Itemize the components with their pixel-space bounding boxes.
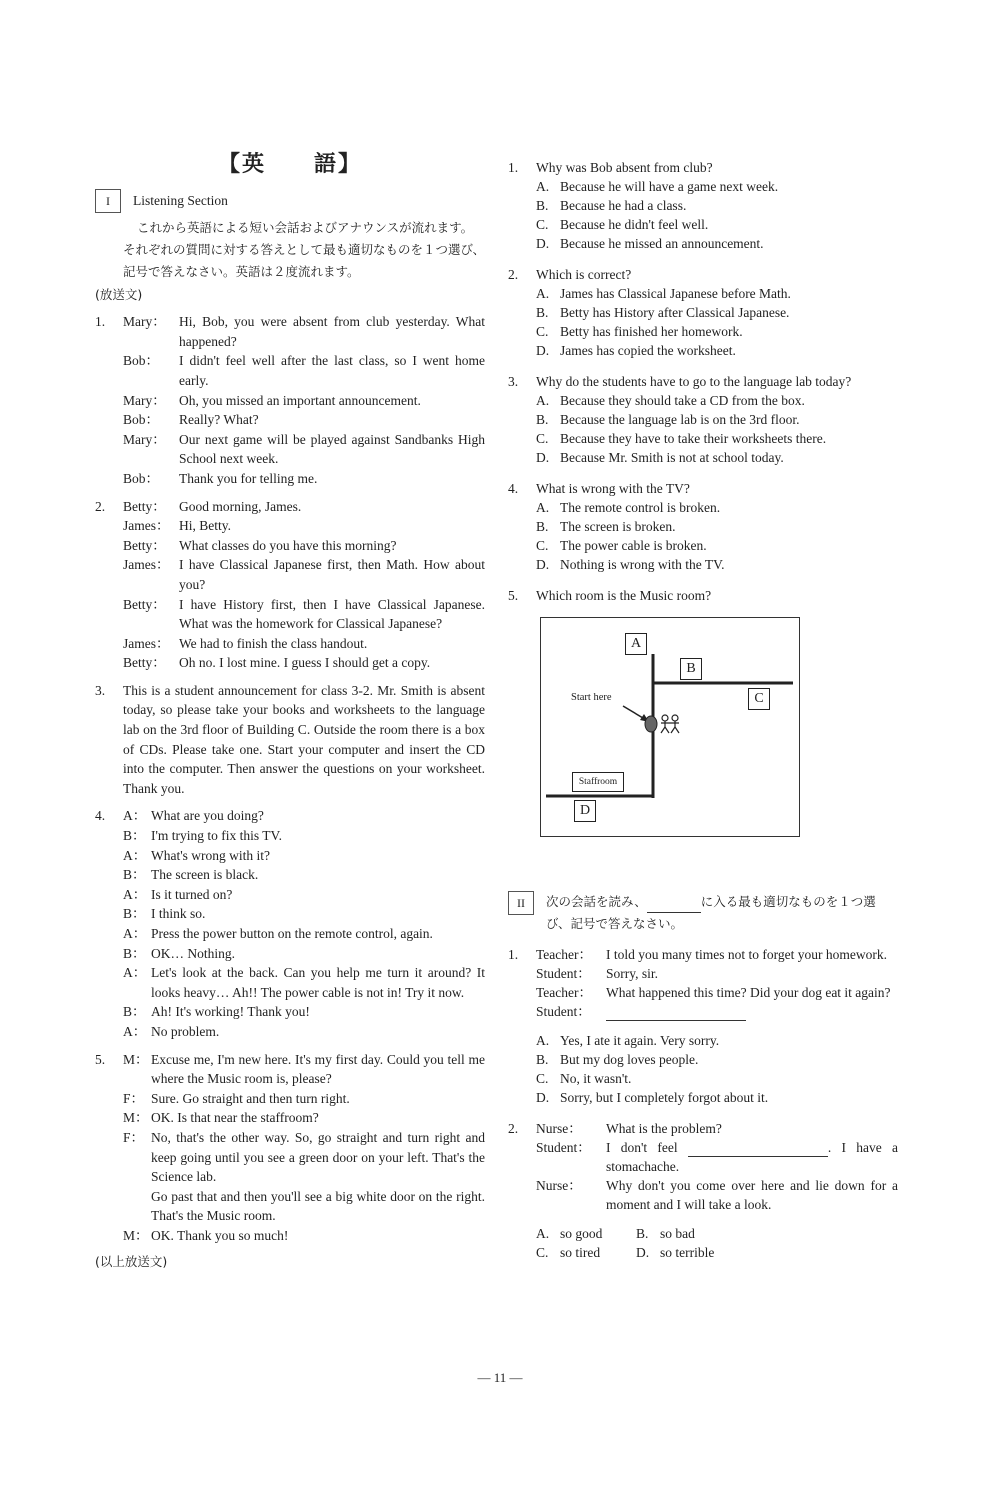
choice-text: Betty has finished her homework. <box>560 324 743 339</box>
speaker: B： <box>123 828 146 844</box>
dialogue-line <box>536 983 898 1002</box>
script-4 <box>95 806 485 1041</box>
section2-instructions <box>546 891 898 935</box>
utterance: We had to finish the class handout. <box>179 635 368 651</box>
dialogue-line <box>536 964 898 983</box>
dialogue-line <box>536 1119 898 1138</box>
choice-letter: B. <box>636 1226 649 1241</box>
speaker: A： <box>123 847 147 863</box>
speaker: A： <box>123 1023 147 1039</box>
dialogue-line <box>123 826 485 846</box>
dialogue-line <box>123 555 485 594</box>
choice-letter: B. <box>536 1052 549 1067</box>
utterance: OK. Thank you so much! <box>151 1227 289 1243</box>
choice-text: The remote control is broken. <box>560 500 721 515</box>
question-text: Why was Bob absent from club? <box>536 160 713 175</box>
choice-text: The screen is broken. <box>560 519 676 534</box>
dialogue-line <box>123 1089 485 1109</box>
script-end-mark: (以上放送文) <box>95 1253 168 1269</box>
script-number: 1. <box>95 314 106 330</box>
room-d-box: D <box>574 800 596 822</box>
utterance: OK… Nothing. <box>151 945 235 961</box>
dialogue-line <box>123 634 485 654</box>
speaker: James： <box>123 518 170 534</box>
utterance: The screen is black. <box>151 867 259 883</box>
choice-text: Because the language lab is on the 3rd floor. <box>560 412 800 427</box>
utterance: Sorry, sir. <box>606 966 659 981</box>
speaker: Nurse： <box>536 1121 582 1136</box>
choice-text: so tired <box>560 1245 601 1260</box>
utterance: OK. Is that near the staffroom? <box>151 1110 319 1126</box>
choice <box>536 448 898 467</box>
choice-letter: D. <box>536 343 550 358</box>
question-number: 1. <box>508 947 519 962</box>
dialogue-line <box>536 1176 898 1214</box>
choice <box>536 1050 898 1069</box>
question-number: 1. <box>508 160 519 175</box>
speaker: Teacher： <box>536 947 593 962</box>
utterance: Sure. Go straight and then turn right. <box>151 1090 350 1106</box>
choice-text: The power cable is broken. <box>560 538 707 553</box>
dialogue-line <box>123 1187 485 1226</box>
dialogue-line <box>123 944 485 964</box>
dialogue-line <box>123 351 485 390</box>
script-number: 5. <box>95 1051 106 1067</box>
choice-letter: C. <box>536 217 549 232</box>
section-number-box: II <box>508 891 534 915</box>
dialogue-line <box>123 1050 485 1089</box>
speaker: M： <box>123 1110 149 1126</box>
choice <box>536 1069 898 1088</box>
section1-heading <box>95 189 485 213</box>
script-number: 2. <box>95 498 106 514</box>
school-map <box>540 617 800 837</box>
choice <box>536 234 898 253</box>
choice <box>536 284 898 303</box>
question-text: Which room is the Music room? <box>536 588 712 603</box>
dialogue-line <box>536 945 898 964</box>
choice <box>636 1243 796 1262</box>
room-c-box: C <box>748 688 770 710</box>
question-number: 5. <box>508 588 519 603</box>
choice-letter: A. <box>536 1226 550 1241</box>
choice <box>536 1224 636 1243</box>
choice-text: so bad <box>660 1226 695 1241</box>
choice <box>536 1243 636 1262</box>
choice-letter: A. <box>536 393 550 408</box>
choice-text: so terrible <box>660 1245 715 1260</box>
utterance: Thank you for telling me. <box>179 470 318 486</box>
choice-letter: A. <box>536 500 550 515</box>
utterance: What classes do you have this morning? <box>179 537 397 553</box>
speaker: B： <box>123 1004 146 1020</box>
speaker: Mary： <box>123 314 166 330</box>
speaker: Bob： <box>123 470 160 486</box>
dialogue-line <box>123 312 485 351</box>
choice <box>536 303 898 322</box>
speaker: Betty： <box>123 537 166 553</box>
script-number: 3. <box>95 682 106 698</box>
choice-text: Because Mr. Smith is not at school today. <box>560 450 784 465</box>
question-text: Which is correct? <box>536 267 632 282</box>
dialogue-line <box>123 653 485 673</box>
staffroom-box: Staffroom <box>572 772 624 792</box>
utterance: Oh no. I lost mine. I guess I should get a copy. <box>179 655 431 671</box>
dialogue-line <box>123 410 485 430</box>
choice-letter: C. <box>536 538 549 553</box>
script-number: 4. <box>95 808 106 824</box>
choice <box>536 196 898 215</box>
choice-letter: C. <box>536 1071 549 1086</box>
speaker: Student： <box>536 966 591 981</box>
speaker <box>123 1187 151 1226</box>
utterance: What are you doing? <box>151 808 264 824</box>
choice <box>536 517 898 536</box>
choice-text: Because he will have a game next week. <box>560 179 779 194</box>
choice-letter: C. <box>536 1245 549 1260</box>
utterance: I have Classical Japanese first, then Math. How about you? <box>179 557 485 592</box>
speaker: A： <box>123 926 147 941</box>
choice-letter: D. <box>536 236 550 251</box>
question-2 <box>508 265 898 360</box>
choice <box>536 498 898 517</box>
speaker: Bob： <box>123 353 160 369</box>
dialogue-line <box>123 806 485 826</box>
dialogue-line <box>123 391 485 411</box>
utterance: I'm trying to fix this TV. <box>151 828 282 844</box>
choice-text: James has copied the worksheet. <box>560 343 736 358</box>
utterance: I told you many times not to forget your homework. <box>606 947 887 962</box>
section-number-box: I <box>95 189 121 213</box>
question-text: What is wrong with the TV? <box>536 481 690 496</box>
utterance: Go past that and then you'll see a big white door on the right. That's the Music room. <box>151 1188 485 1224</box>
room-a-box: A <box>625 633 647 655</box>
speaker: Nurse： <box>536 1178 582 1193</box>
speaker: Student： <box>536 1140 591 1155</box>
page-number: — 11 — <box>477 1370 523 1385</box>
choice-text: Because he didn't feel well. <box>560 217 709 232</box>
choice-text: Nothing is wrong with the TV. <box>560 557 725 572</box>
utterance: What is the problem? <box>606 1121 722 1136</box>
choice-text: Yes, I ate it again. Very sorry. <box>560 1033 720 1048</box>
choice-text: Because they have to take their worksheets there. <box>560 431 827 446</box>
utterance: Let's look at the back. Can you help me turn it around? It looks heavy… Ah!! The power cable is not in! Try it now. <box>151 965 485 1000</box>
choice-letter: D. <box>536 450 550 465</box>
dialogue-line <box>123 1002 485 1022</box>
question-number: 4. <box>508 481 519 496</box>
speaker: F： <box>123 1090 145 1106</box>
utterance: Press the power button on the remote control, again. <box>151 926 433 941</box>
speaker: Bob： <box>123 412 160 428</box>
dialogue-line <box>123 469 485 489</box>
utterance: . I have a stomachache. <box>606 1140 898 1174</box>
dialogue-line <box>123 430 485 469</box>
start-here-label: Start here <box>571 692 612 703</box>
speaker: Betty： <box>123 596 166 612</box>
dialogue-line <box>123 865 485 885</box>
speaker: A： <box>123 886 147 902</box>
choice <box>636 1224 796 1243</box>
utterance: I think so. <box>151 906 206 922</box>
choice-letter: A. <box>536 1033 550 1048</box>
utterance: Hi, Bob, you were absent from club yesterday. What happened? <box>179 314 485 349</box>
dialogue-line <box>123 846 485 866</box>
utterance: I didn't feel well after the last class, so I went home early. <box>179 353 485 388</box>
dialogue-line <box>123 904 485 924</box>
dialogue-line <box>123 1226 485 1246</box>
dialogue-line <box>123 1128 485 1187</box>
utterance: Hi, Betty. <box>179 518 231 534</box>
utterance: Is it turned on? <box>151 886 233 902</box>
choice-letter: B. <box>536 519 549 534</box>
script-5 <box>95 1050 485 1246</box>
speaker: M： <box>123 1227 149 1243</box>
speaker: Betty： <box>123 498 166 514</box>
section2-question-2 <box>508 1119 898 1262</box>
speaker: A： <box>123 965 147 981</box>
question-number: 2. <box>508 267 519 282</box>
speaker: Teacher： <box>536 985 593 1000</box>
question-4 <box>508 479 898 574</box>
speaker: Mary： <box>123 392 166 408</box>
choice-text: Because they should take a CD from the box. <box>560 393 805 408</box>
choice <box>536 429 898 448</box>
choice-text: Because he had a class. <box>560 198 687 213</box>
utterance: What's wrong with it? <box>151 847 271 863</box>
utterance: Oh, you missed an important announcement. <box>179 392 421 408</box>
left-column <box>95 152 486 1273</box>
question-number: 2. <box>508 1121 519 1136</box>
choice-text: Because he missed an announcement. <box>560 236 764 251</box>
choice-letter: D. <box>636 1245 650 1260</box>
dialogue-line <box>123 1108 485 1128</box>
utterance: No problem. <box>151 1023 220 1039</box>
answer-blank <box>606 1006 746 1021</box>
utterance: Good morning, James. <box>179 498 302 514</box>
speaker: B： <box>123 867 146 883</box>
question-1 <box>508 158 898 253</box>
choice-text: so good <box>560 1226 603 1241</box>
utterance: I don't feel <box>606 1140 678 1155</box>
choice <box>536 215 898 234</box>
dialogue-line <box>123 595 485 634</box>
speaker: James： <box>123 557 170 573</box>
script-3 <box>95 681 485 799</box>
speaker: James： <box>123 635 170 651</box>
dialogue-line <box>536 1138 898 1176</box>
speaker: M： <box>123 1051 149 1067</box>
section2-question-1 <box>508 945 898 1107</box>
announcement-text: This is a student announcement for class 3-2. Mr. Smith is absent today, so please take your books and worksheets to the language lab on the 3rd floor of Building C. Outside the room there is a box of CDs. Please take one. Start your computer and insert the CD into the computer. Then answer the questions on your worksheet. Thank you. <box>123 682 485 796</box>
utterance: Why don't you come over here and lie down for a moment and I will take a look. <box>606 1178 898 1212</box>
section2-heading <box>508 891 898 935</box>
choice-letter: B. <box>536 412 549 427</box>
choice <box>536 322 898 341</box>
choice-letter: B. <box>536 198 549 213</box>
section1-instructions: これから英語による短い会話およびアナウンスが流れます。それぞれの質問に対する答えとして最も適切なものを１つ選び、記号で答えなさい。英語は２度流れます。 <box>123 219 486 279</box>
answer-blank <box>688 1142 828 1157</box>
choice-letter: D. <box>536 557 550 572</box>
question-5 <box>508 586 898 605</box>
dialogue-line <box>123 1022 485 1042</box>
choice-letter: A. <box>536 286 550 301</box>
utterance: Really? What? <box>179 412 259 428</box>
instr-part: に入る最も適切なものを１つ選び、記号で答えなさい。 <box>546 894 876 931</box>
speaker: B： <box>123 906 146 922</box>
utterance: Ah! It's working! Thank you! <box>151 1004 310 1020</box>
dialogue-line <box>123 536 485 556</box>
choice <box>536 1031 898 1050</box>
choice <box>536 536 898 555</box>
choice-grid <box>536 1224 898 1262</box>
choice <box>536 1088 898 1107</box>
script-1 <box>95 312 485 488</box>
dialogue-line <box>536 1002 898 1021</box>
script-start-mark: (放送文) <box>95 286 143 302</box>
choice <box>536 341 898 360</box>
page-title: 【英 語】 <box>217 152 362 177</box>
choice-letter: B. <box>536 305 549 320</box>
dialogue-line <box>123 924 485 944</box>
utterance: Excuse me, I'm new here. It's my first day. Could you tell me where the Music room is, please? <box>151 1051 485 1087</box>
choice-text: Sorry, but I completely forgot about it. <box>560 1090 769 1105</box>
blank-line <box>647 898 701 913</box>
dialogue-line <box>123 516 485 536</box>
choice-letter: D. <box>536 1090 550 1105</box>
section-title: Listening Section <box>133 192 228 208</box>
speaker: B： <box>123 945 146 961</box>
dialogue-line <box>123 963 485 1002</box>
choice-text: James has Classical Japanese before Math. <box>560 286 791 301</box>
speaker: Mary： <box>123 431 166 447</box>
choice-letter: C. <box>536 431 549 446</box>
choice-text: Betty has History after Classical Japanese. <box>560 305 790 320</box>
choice-letter: C. <box>536 324 549 339</box>
room-b-box: B <box>680 658 702 680</box>
speaker: Betty： <box>123 655 166 671</box>
choice <box>536 391 898 410</box>
choice-letter: A. <box>536 179 550 194</box>
utterance: What happened this time? Did your dog eat it again? <box>606 985 891 1000</box>
speaker: Student： <box>536 1004 591 1019</box>
question-3 <box>508 372 898 467</box>
instr-part: 次の会話を読み、 <box>546 894 647 909</box>
utterance: I have History first, then I have Classical Japanese. What was the homework for Classical Japanese? <box>179 596 485 632</box>
question-number: 3. <box>508 374 519 389</box>
choice <box>536 555 898 574</box>
utterance: Our next game will be played against Sandbanks High School next week. <box>179 431 485 467</box>
choice <box>536 177 898 196</box>
choice <box>536 410 898 429</box>
choice-text: No, it wasn't. <box>560 1071 632 1086</box>
utterance: No, that's the other way. So, go straight and turn right and keep going until you see a green door on your left. That's the Science lab. <box>151 1129 485 1185</box>
section2 <box>508 891 898 1262</box>
dialogue-line <box>123 497 485 517</box>
question-text: Why do the students have to go to the language lab today? <box>536 374 852 389</box>
choice-text: But my dog loves people. <box>560 1052 699 1067</box>
speaker: A： <box>123 808 147 824</box>
right-column <box>508 158 898 1262</box>
dialogue-line <box>123 885 485 905</box>
script-2 <box>95 497 485 673</box>
speaker: F： <box>123 1129 145 1145</box>
